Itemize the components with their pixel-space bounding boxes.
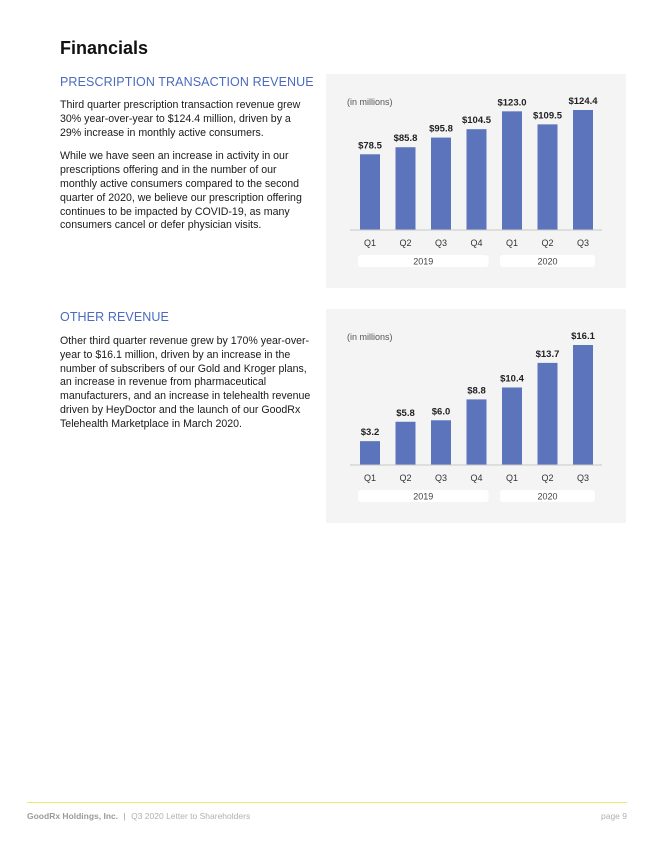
paragraph: While we have seen an increase in activity in our prescriptions offering and in the number of our monthly active consumers compared to the second quarter of 2020, we believe our prescription offering continues to be impacted by COVID-19, as many consumers cancel or defer physician visits. — [60, 150, 302, 232]
x-tick-label: Q3 — [434, 238, 448, 248]
bar — [573, 345, 593, 465]
x-tick-label: Q3 — [576, 473, 590, 483]
group-label: 2019 — [413, 491, 434, 502]
data-label: $78.5 — [358, 140, 382, 152]
data-label: $95.8 — [429, 123, 453, 135]
x-tick-label: Q2 — [399, 238, 412, 248]
x-tick-label: Q2 — [541, 473, 554, 483]
data-label: $3.2 — [360, 427, 380, 439]
footer-separator: | — [123, 811, 126, 821]
x-tick-label: Q3 — [576, 238, 590, 248]
paragraph: Other third quarter revenue grew by 170% year-over-year to $16.1 million, driven by an increase in the number of subscribers of our Gold and Kroger plans, an increase in revenue from pharmaceutical manufacturers, and an increase in telehealth revenue driven by HeyDoctor and the launch of our GoodRx Telehealth Marketplace in March 2020. — [60, 335, 311, 430]
footer-company: GoodRx Holdings, Inc. — [27, 811, 119, 821]
paragraph: Third quarter prescription transaction revenue grew 30% year-over-year to $124.4 million, driven by a 29% increase in monthly active consumers. — [60, 99, 301, 139]
unit-note: (in millions) — [347, 97, 393, 107]
data-label: $6.0 — [431, 406, 451, 418]
x-tick-label: Q4 — [470, 238, 483, 248]
group-label: 2020 — [537, 256, 558, 267]
data-label: $5.8 — [396, 407, 415, 419]
data-label: $124.4 — [568, 96, 598, 107]
x-tick-label: Q1 — [505, 473, 519, 483]
chart-panel-prescription — [326, 74, 626, 288]
data-label: $13.7 — [535, 348, 560, 360]
bar — [502, 387, 522, 465]
footer — [27, 811, 627, 821]
bar — [502, 111, 522, 230]
unit-note: (in millions) — [347, 332, 393, 342]
x-tick-label: Q1 — [363, 473, 377, 483]
footer-document: Q3 2020 Letter to Shareholders — [131, 811, 251, 821]
bar — [431, 420, 451, 465]
page-title: Financials — [60, 38, 149, 58]
data-label: $85.8 — [393, 133, 418, 145]
bar — [360, 441, 380, 465]
section-body-other — [60, 335, 312, 442]
chart-panel-other — [326, 309, 626, 523]
x-tick-label: Q1 — [505, 238, 519, 248]
section-body-prescription — [60, 99, 312, 243]
x-tick-label: Q3 — [434, 473, 448, 483]
x-tick-label: Q2 — [399, 473, 412, 483]
bar — [396, 147, 416, 230]
data-label: $123.0 — [497, 97, 527, 109]
data-label: $8.8 — [467, 385, 486, 397]
group-label: 2019 — [413, 256, 434, 267]
x-tick-label: Q2 — [541, 238, 554, 248]
bar — [573, 110, 593, 230]
footer-rule — [27, 802, 627, 803]
x-tick-label: Q4 — [470, 473, 483, 483]
prescription-revenue-chart — [326, 74, 626, 288]
bar — [431, 138, 451, 230]
data-label: $109.5 — [532, 110, 563, 122]
other-revenue-chart — [326, 309, 626, 523]
data-label: $104.5 — [461, 115, 492, 127]
data-label: $10.4 — [500, 373, 524, 385]
bar — [396, 422, 416, 465]
x-tick-label: Q1 — [363, 238, 377, 248]
bar — [360, 154, 380, 230]
bar — [467, 129, 487, 230]
section-heading-prescription: PRESCRIPTION TRANSACTION REVENUE — [60, 75, 314, 89]
bar — [467, 399, 487, 465]
section-heading-other: OTHER REVENUE — [60, 310, 169, 324]
footer-page-number: page 9 — [601, 811, 627, 821]
bar — [538, 124, 558, 230]
group-label: 2020 — [537, 491, 558, 502]
data-label: $16.1 — [571, 331, 595, 342]
bar — [538, 363, 558, 465]
